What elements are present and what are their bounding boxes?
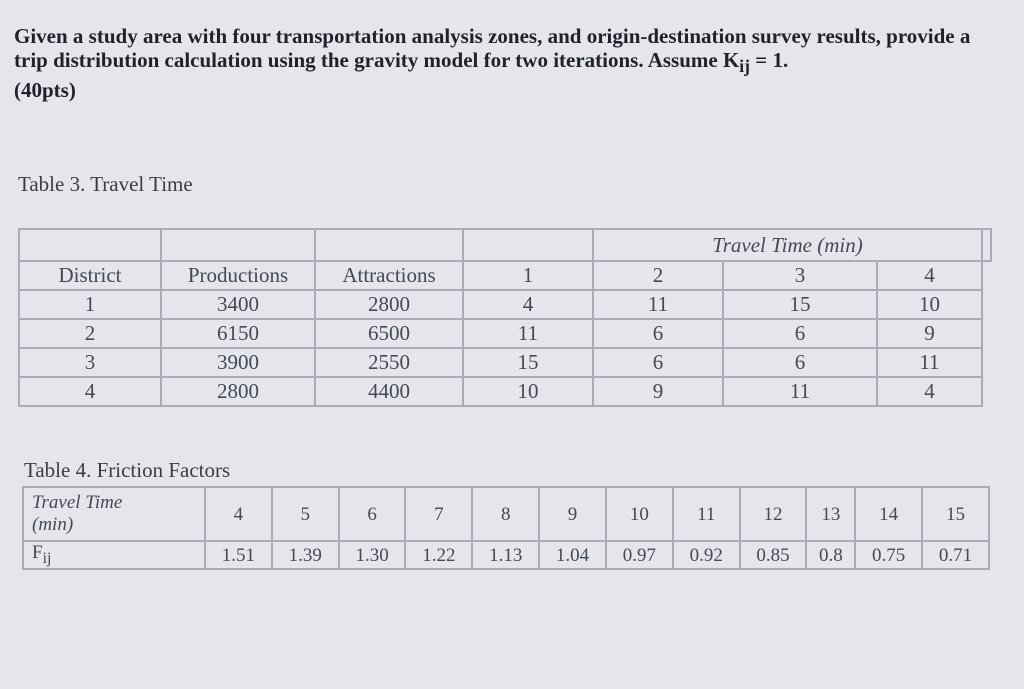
time-cell: 9 [539, 487, 606, 541]
travel-time-cell: 9 [877, 319, 982, 348]
table3-empty-cell [315, 229, 463, 261]
header-district: District [19, 261, 161, 290]
travel-time-group-header: Travel Time (min) [593, 229, 982, 261]
factor-cell: 0.75 [855, 541, 922, 569]
table3-group-row [19, 229, 991, 261]
travel-time-cell: 15 [463, 348, 593, 377]
time-cell: 6 [339, 487, 406, 541]
travel-time-cell: 10 [463, 377, 593, 406]
header-zone-3: 3 [723, 261, 877, 290]
friction-factor-subscript: ij [42, 549, 52, 567]
table3-empty-cell [463, 229, 593, 261]
question-text [14, 24, 1004, 102]
factor-cell: 0.8 [806, 541, 855, 569]
travel-time-cell: 11 [593, 290, 723, 319]
travel-time-cell: 6 [593, 319, 723, 348]
friction-factor-symbol: F [32, 542, 43, 564]
k-subscript: ij [739, 56, 750, 77]
factor-cell: 1.51 [205, 541, 272, 569]
table3-caption: Table 3. Travel Time [18, 172, 193, 196]
time-cell: 11 [673, 487, 740, 541]
travel-time-cell: 6 [593, 348, 723, 377]
factor-cell: 0.97 [606, 541, 673, 569]
travel-time-cell: 11 [723, 377, 877, 406]
time-cell: 4 [205, 487, 272, 541]
travel-time-label-main: Travel Time [32, 492, 123, 513]
travel-time-cell: 11 [463, 319, 593, 348]
travel-time-cell: 6 [723, 348, 877, 377]
travel-time-table [18, 228, 992, 407]
header-zone-1: 1 [463, 261, 593, 290]
question-points: (40pts) [14, 78, 76, 103]
travel-time-cell: 6 [723, 319, 877, 348]
table4-caption: Table 4. Friction Factors [24, 458, 231, 482]
time-cell: 10 [606, 487, 673, 541]
header-zone-2: 2 [593, 261, 723, 290]
time-cell: 14 [855, 487, 922, 541]
factor-cell: 1.39 [272, 541, 339, 569]
table3-header-row [19, 261, 991, 290]
time-cell: 8 [472, 487, 539, 541]
table-row [19, 290, 991, 319]
friction-factor-label [23, 541, 205, 569]
time-cell: 5 [272, 487, 339, 541]
time-cell: 15 [922, 487, 989, 541]
district-cell: 1 [19, 290, 161, 319]
question-tail: = 1. [749, 48, 789, 72]
factor-cell: 0.85 [740, 541, 807, 569]
travel-time-label [23, 487, 205, 541]
travel-time-cell: 11 [877, 348, 982, 377]
factor-cell: 0.92 [673, 541, 740, 569]
district-cell: 4 [19, 377, 161, 406]
table3-empty-cell [161, 229, 315, 261]
district-cell: 2 [19, 319, 161, 348]
district-cell: 3 [19, 348, 161, 377]
travel-time-label-unit: (min) [32, 514, 74, 535]
table-row [19, 377, 991, 406]
attractions-cell: 4400 [315, 377, 463, 406]
factor-cell: 1.13 [472, 541, 539, 569]
header-zone-4: 4 [877, 261, 982, 290]
table-row [19, 319, 991, 348]
productions-cell: 2800 [161, 377, 315, 406]
header-productions: Productions [161, 261, 315, 290]
time-cell: 7 [405, 487, 472, 541]
travel-time-cell: 10 [877, 290, 982, 319]
productions-cell: 3400 [161, 290, 315, 319]
factor-cell: 1.04 [539, 541, 606, 569]
travel-time-cell: 9 [593, 377, 723, 406]
table3-empty-cell [982, 229, 991, 261]
travel-time-cell: 15 [723, 290, 877, 319]
productions-cell: 3900 [161, 348, 315, 377]
attractions-cell: 6500 [315, 319, 463, 348]
factor-cell: 1.30 [339, 541, 406, 569]
attractions-cell: 2800 [315, 290, 463, 319]
factor-cell: 0.71 [922, 541, 989, 569]
header-attractions: Attractions [315, 261, 463, 290]
time-cell: 13 [806, 487, 855, 541]
productions-cell: 6150 [161, 319, 315, 348]
friction-factors-table [22, 486, 990, 570]
table3-empty-cell [19, 229, 161, 261]
friction-factor-row [23, 541, 989, 569]
travel-time-row [23, 487, 989, 541]
table-row [19, 348, 991, 377]
travel-time-cell: 4 [877, 377, 982, 406]
travel-time-cell: 4 [463, 290, 593, 319]
attractions-cell: 2550 [315, 348, 463, 377]
time-cell: 12 [740, 487, 807, 541]
factor-cell: 1.22 [405, 541, 472, 569]
question-body: Given a study area with four transportation analysis zones, and origin-destination survey results, provide a trip distribution calculation using the gravity model for two iterations. Assume K [14, 24, 971, 72]
